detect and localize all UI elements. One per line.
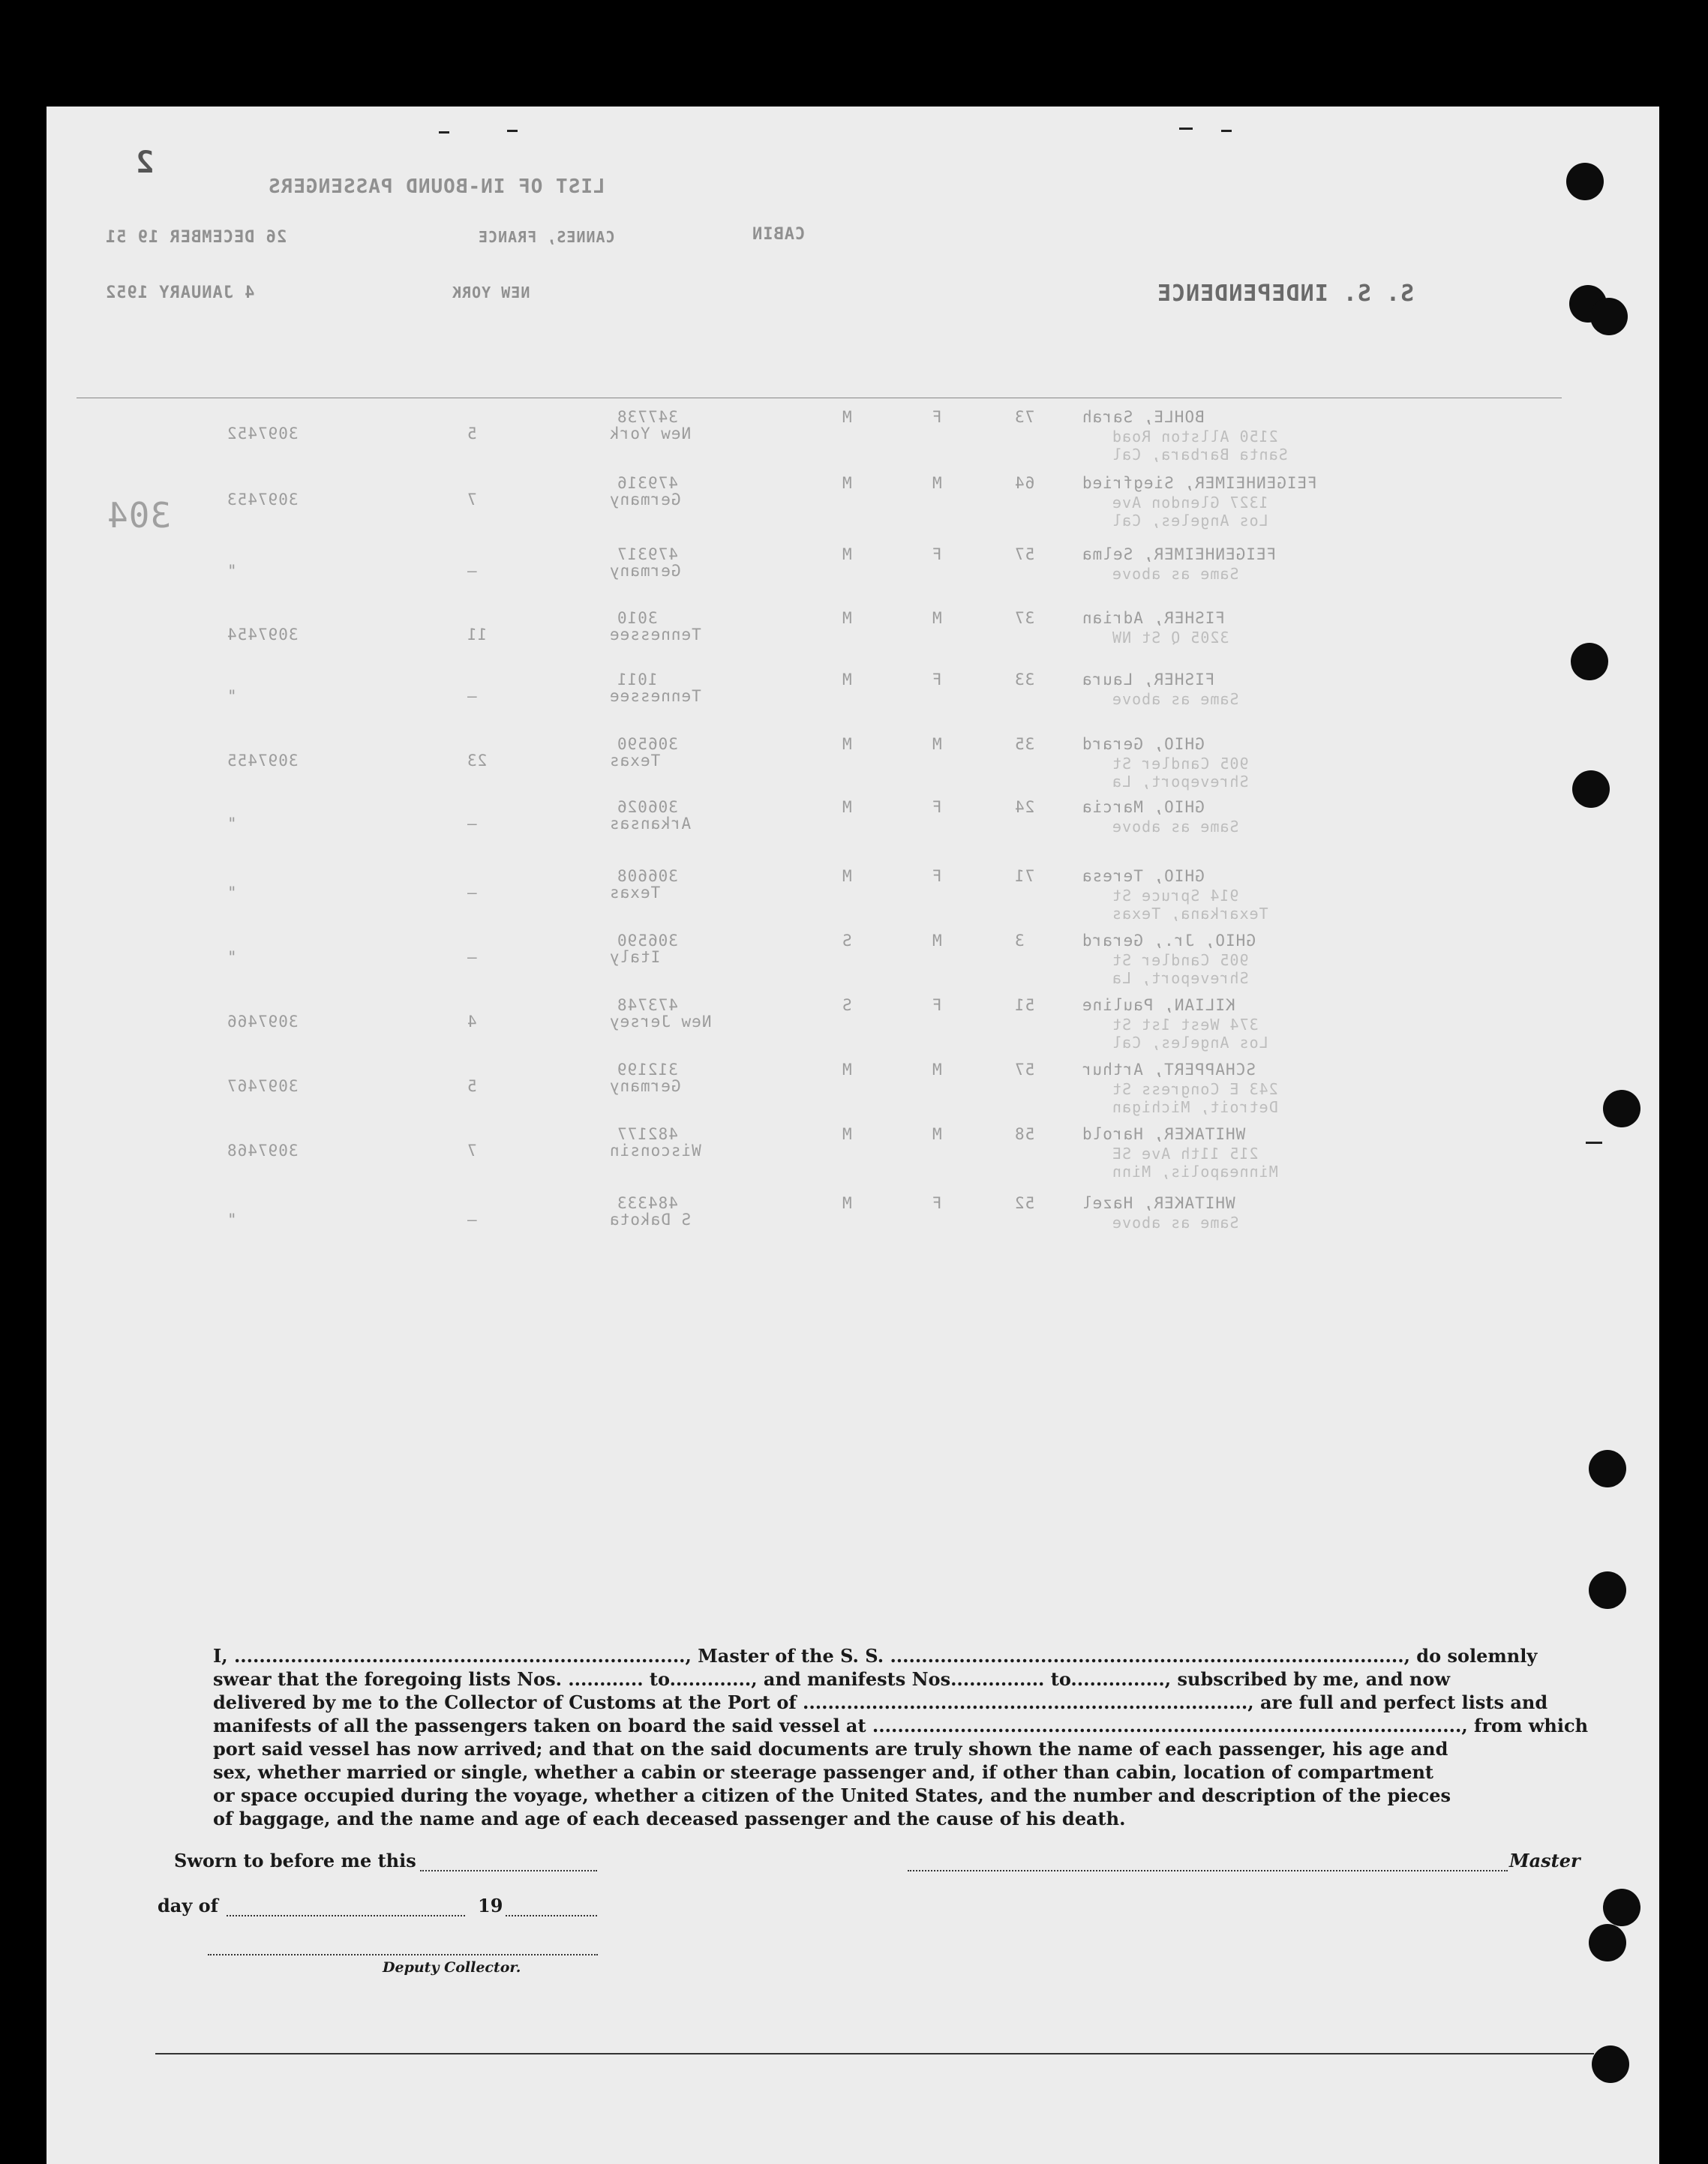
- baggage-count: –: [467, 1211, 477, 1229]
- master-oath: [213, 1644, 1589, 1830]
- passenger-marital: M: [842, 671, 852, 689]
- baggage-count: –: [467, 884, 477, 902]
- punch-hole: [1571, 643, 1608, 680]
- passenger-marital: M: [842, 1194, 852, 1212]
- punch-hole: [1589, 1924, 1626, 1961]
- passenger-marital: M: [842, 474, 852, 492]
- place-of-issue: Wisconsin: [609, 1142, 701, 1160]
- baggage-count: 23: [467, 752, 488, 770]
- oath-line: I, ........................................................................, Master of the S. S. .................................................................................., do solemnly: [213, 1645, 1538, 1667]
- day-line[interactable]: [227, 1914, 465, 1916]
- passenger-age: 24: [1014, 798, 1035, 816]
- passenger-name: SCHAPPERT, Arthur: [1082, 1061, 1256, 1079]
- passenger-sex: F: [932, 996, 942, 1014]
- place-of-issue: Texas: [609, 752, 661, 770]
- passenger-age: 51: [1014, 996, 1035, 1014]
- manifest-page: [47, 107, 1659, 2164]
- passenger-name: FEIGENHEIMER, Selma: [1082, 545, 1277, 563]
- passport-number: 479316: [617, 474, 678, 492]
- passenger-marital: S: [842, 932, 852, 950]
- place-of-issue: New York: [609, 425, 692, 443]
- year-line[interactable]: [506, 1914, 597, 1916]
- passport-number: 306590: [617, 932, 678, 950]
- passenger-name: BOHLE, Sarah: [1082, 408, 1205, 426]
- passenger-address-line: Same as above: [1112, 690, 1239, 708]
- arrival-port: NEW YORK: [452, 284, 530, 302]
- passenger-marital: M: [842, 1125, 852, 1143]
- ticket-number: 3097467: [227, 1077, 299, 1095]
- master-label: Master: [1509, 1850, 1580, 1871]
- passenger-sex: F: [932, 1194, 942, 1212]
- passenger-name: GHIO, Teresa: [1082, 867, 1205, 885]
- passenger-address-line: Same as above: [1112, 1214, 1239, 1232]
- passport-number: 484333: [617, 1194, 678, 1212]
- place-of-issue: Tennessee: [609, 626, 701, 644]
- passenger-address-line: 905 Candler St: [1112, 951, 1249, 969]
- passenger-marital: M: [842, 1061, 852, 1079]
- passenger-name: FEIGENHEIMER, Siegfried: [1082, 474, 1317, 492]
- passenger-sex: M: [932, 735, 942, 753]
- place-of-issue: Tennessee: [609, 687, 701, 705]
- baggage-count: 4: [467, 1013, 477, 1031]
- passenger-address-line: 3205 Q St NW: [1112, 629, 1229, 647]
- passenger-marital: M: [842, 408, 852, 426]
- passenger-age: 57: [1014, 1061, 1035, 1079]
- ink-mark: [507, 130, 518, 132]
- passenger-age: 57: [1014, 545, 1035, 563]
- passenger-address-line: 374 West 1st St: [1112, 1016, 1259, 1034]
- passenger-marital: M: [842, 609, 852, 627]
- passenger-age: 71: [1014, 867, 1035, 885]
- oath-line: sex, whether married or single, whether a cabin or steerage passenger and, if other than cabin, location of compartment: [213, 1761, 1434, 1783]
- passenger-address-line: 243 E Congress St: [1112, 1080, 1278, 1098]
- baggage-count: 11: [467, 626, 488, 644]
- oath-line: manifests of all the passengers taken on board the said vessel at .............................................................................................., from which: [213, 1715, 1589, 1736]
- passenger-sex: M: [932, 474, 942, 492]
- punch-hole: [1603, 1889, 1640, 1926]
- passenger-sex: M: [932, 609, 942, 627]
- ticket-number: ": [227, 687, 237, 705]
- vessel-name: S. S. INDEPENDENCE: [1157, 281, 1415, 307]
- ink-mark: [1586, 1142, 1602, 1144]
- ink-mark: [439, 131, 449, 134]
- ticket-number: ": [227, 1211, 237, 1229]
- passenger-sex: F: [932, 798, 942, 816]
- list-title: LIST OF IN-BOUND PASSENGERS: [268, 176, 605, 198]
- master-signature-line[interactable]: [908, 1869, 1508, 1871]
- passenger-name: WHITAKER, Harold: [1082, 1125, 1246, 1143]
- oath-line: or space occupied during the voyage, whether a citizen of the United States, and the number and description of the pieces: [213, 1784, 1451, 1806]
- passenger-address-line: Shreveport, La: [1112, 773, 1249, 791]
- passenger-marital: M: [842, 735, 852, 753]
- place-of-issue: Germany: [609, 1077, 681, 1095]
- ticket-number: 3097455: [227, 752, 299, 770]
- punch-hole: [1589, 1571, 1626, 1609]
- place-of-issue: Texas: [609, 884, 661, 902]
- passenger-age: 3: [1014, 932, 1025, 950]
- passport-number: 479317: [617, 545, 678, 563]
- oath-line: port said vessel has now arrived; and that on the said documents are truly shown the name of each passenger, his age and: [213, 1738, 1448, 1760]
- punch-hole: [1590, 298, 1628, 335]
- baggage-count: 5: [467, 1077, 477, 1095]
- passenger-age: 58: [1014, 1125, 1035, 1143]
- passenger-name: GHIO, Gerard: [1082, 735, 1205, 753]
- ink-mark: [1179, 128, 1193, 130]
- passenger-address-line: Detroit, Michigan: [1112, 1098, 1278, 1116]
- place-of-issue: Germany: [609, 562, 681, 580]
- passenger-address-line: Santa Barbara, Cal: [1112, 446, 1288, 464]
- passenger-age: 33: [1014, 671, 1035, 689]
- passenger-sex: F: [932, 671, 942, 689]
- departure-port: CANNES, FRANCE: [478, 228, 615, 246]
- passenger-address-line: 914 Spruce St: [1112, 887, 1239, 905]
- passenger-sex: F: [932, 867, 942, 885]
- passenger-address-line: Shreveport, La: [1112, 969, 1249, 987]
- passenger-marital: M: [842, 867, 852, 885]
- passport-number: 3010: [617, 609, 658, 627]
- place-of-issue: Germany: [609, 491, 681, 509]
- passenger-address-line: 1327 Glendon Ave: [1112, 494, 1268, 512]
- passport-number: 306026: [617, 798, 678, 816]
- oath-line: swear that the foregoing lists Nos. ............ to............., and manifests Nos............... to..............., subscribed by me, and now: [213, 1668, 1451, 1690]
- oath-line: of baggage, and the name and age of each deceased passenger and the cause of his death.: [213, 1808, 1126, 1829]
- passenger-address-line: 2150 Allston Road: [1112, 428, 1278, 446]
- bottom-rule: [155, 2053, 1594, 2054]
- passenger-sex: F: [932, 545, 942, 563]
- passenger-marital: M: [842, 798, 852, 816]
- place-of-issue: Italy: [609, 948, 661, 966]
- passport-number: 306590: [617, 735, 678, 753]
- passenger-age: 35: [1014, 735, 1035, 753]
- baggage-count: –: [467, 687, 477, 705]
- passenger-sex: M: [932, 1125, 942, 1143]
- punch-hole: [1603, 1090, 1640, 1127]
- year-label: 19: [478, 1895, 503, 1916]
- punch-hole: [1572, 770, 1610, 808]
- ticket-number: ": [227, 562, 237, 580]
- passport-number: 306608: [617, 867, 678, 885]
- passenger-age: 73: [1014, 408, 1035, 426]
- passenger-sex: M: [932, 1061, 942, 1079]
- deputy-signature-line[interactable]: [208, 1953, 598, 1955]
- passenger-address-line: 905 Candler St: [1112, 755, 1249, 773]
- punch-hole: [1592, 2045, 1629, 2083]
- ticket-number: 3097452: [227, 425, 299, 443]
- punch-hole: [1589, 1450, 1626, 1487]
- sworn-label: Sworn to before me this: [174, 1850, 416, 1871]
- passenger-marital: M: [842, 545, 852, 563]
- passenger-name: GHIO, Marcia: [1082, 798, 1205, 816]
- ticket-number: ": [227, 884, 237, 902]
- passenger-name: FISHER, Adrian: [1082, 609, 1226, 627]
- arrival-date: 4 JANUARY 1952: [105, 284, 255, 302]
- passport-number: 473748: [617, 996, 678, 1014]
- passenger-age: 37: [1014, 609, 1035, 627]
- stamp: 304: [107, 495, 172, 536]
- passenger-address-line: Same as above: [1112, 565, 1239, 583]
- place-of-issue: Arkansas: [609, 815, 692, 833]
- ink-mark: [1221, 130, 1232, 132]
- passport-number: 482177: [617, 1125, 678, 1143]
- baggage-count: –: [467, 948, 477, 966]
- ticket-number: 3097468: [227, 1142, 299, 1160]
- passport-number: 1011: [617, 671, 658, 689]
- oath-line: delivered by me to the Collector of Customs at the Port of ......................................................................., are full and perfect lists and: [213, 1691, 1548, 1713]
- page-mark: 2: [135, 146, 155, 180]
- baggage-count: –: [467, 815, 477, 833]
- passenger-marital: S: [842, 996, 852, 1014]
- passenger-age: 64: [1014, 474, 1035, 492]
- passenger-sex: F: [932, 408, 942, 426]
- passenger-address-line: Los Angeles, Cal: [1112, 512, 1268, 530]
- departure-date: 26 DECEMBER 19 51: [105, 228, 287, 247]
- sworn-date-line[interactable]: [420, 1869, 597, 1871]
- passenger-class: CABIN: [752, 225, 806, 244]
- baggage-count: 7: [467, 491, 477, 509]
- passport-number: 312199: [617, 1061, 678, 1079]
- passport-number: 347738: [617, 408, 678, 426]
- ticket-number: 3097453: [227, 491, 299, 509]
- passenger-age: 52: [1014, 1194, 1035, 1212]
- ticket-number: ": [227, 815, 237, 833]
- passenger-name: FISHER, Laura: [1082, 671, 1215, 689]
- day-label: day of: [158, 1895, 218, 1916]
- baggage-count: –: [467, 562, 477, 580]
- ticket-number: 3097454: [227, 626, 299, 644]
- baggage-count: 5: [467, 425, 477, 443]
- passenger-address-line: 215 11th Ave SE: [1112, 1145, 1259, 1163]
- punch-hole: [1566, 163, 1604, 200]
- ticket-number: 3097466: [227, 1013, 299, 1031]
- deputy-collector-label: Deputy Collector.: [383, 1959, 521, 1976]
- passenger-name: KILIAN, Pauline: [1082, 996, 1235, 1014]
- passenger-address-line: Los Angeles, Cal: [1112, 1034, 1268, 1052]
- passenger-name: WHITAKER, Hazel: [1082, 1194, 1235, 1212]
- place-of-issue: S Dakota: [609, 1211, 692, 1229]
- ticket-number: ": [227, 948, 237, 966]
- baggage-count: 7: [467, 1142, 477, 1160]
- passenger-sex: M: [932, 932, 942, 950]
- place-of-issue: New Jersey: [609, 1013, 712, 1031]
- passenger-address-line: Texarkana, Texas: [1112, 905, 1268, 923]
- passenger-address-line: Same as above: [1112, 818, 1239, 836]
- passenger-name: GHIO, Jr., Gerard: [1082, 932, 1256, 950]
- passenger-address-line: Minneapolis, Minn: [1112, 1163, 1278, 1181]
